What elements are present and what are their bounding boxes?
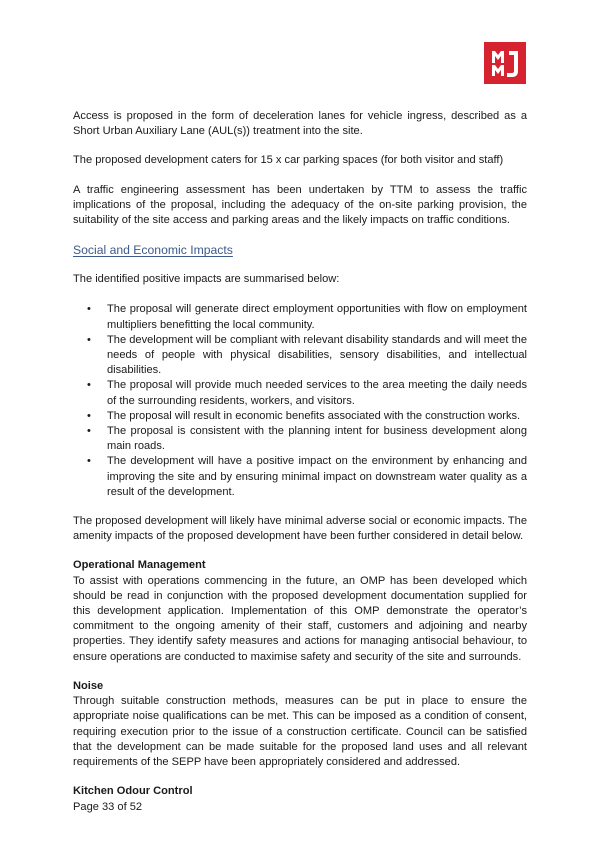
noise-text: Through suitable construction methods, measures can be put in place to ensure the appropriate noise qualifications can be met. This can be imposed as a condition of consent, requiring execution prior to the issue of a construction certificate. Council can be satisfied that the development can be made suitable for the proposed land uses and all relevant requirements of the SEPP have been appropriately considered and addressed. [73,695,527,768]
noise-heading: Noise [73,679,104,692]
social-summary: The proposed development will likely have minimal adverse social or economic impacts. The amenity impacts of the proposed development have been further considered in detail below. [73,515,527,543]
list-item: • The proposal will provide much needed services to the area meeting the daily needs of the surrounding residents, workers, and visitors. [87,379,527,407]
access-paragraph: Access is proposed in the form of deceleration lanes for vehicle ingress, described as a Short Urban Auxiliary Lane (AUL(s)) treatment into the site. [73,110,527,138]
bullet-icon: • [87,333,91,346]
bullet-icon: • [87,425,91,438]
bullet-icon: • [87,303,91,316]
list-item: • The proposal will generate direct employment opportunities with flow on employment multipliers benefitting the local community. [87,303,527,331]
social-intro: The identified positive impacts are summarised below: [73,273,340,286]
list-item: • The development will be compliant with relevant disability standards and will meet the needs of people with physical disabilities, sensory disabilities, and intellectual disabilities. [87,333,527,377]
list-item: • The proposal is consistent with the planning intent for business development along main roads. [87,425,527,453]
list-item: • The proposal will result in economic benefits associated with the construction works. [73,409,527,424]
operational-text: To assist with operations commencing in the future, an OMP has been developed which should be read in conjunction with the proposed development documentation supplied for this development application. Implementation of this OMP demonstrate the operator’s commitment to the ongoing amenity of their staff, customers and adjoining and nearby properties. They identify safety measures and actions for managing antisocial behaviour, to ensure operations are conducted to maximise safety and security of the site and surrounds. [73,574,527,663]
parking-paragraph: The proposed development caters for 15 x car parking spaces (for both visitor and staff) [73,154,504,167]
bullet-icon: • [87,409,91,422]
kitchen-odour-heading: Kitchen Odour Control [73,785,193,798]
mmj-logo [484,42,526,84]
bullet-icon: • [87,455,91,468]
list-item: • The development will have a positive impact on the environment by enhancing and improving the site and by ensuring minimal impact on downstream water quality as a result of the development. [87,455,527,498]
traffic-paragraph: A traffic engineering assessment has been undertaken by TTM to assess the traffic implications of the proposal, including the adequacy of the on-site parking provision, the suitability of the site access and parking areas and the likely impacts on traffic conditions. [73,183,527,227]
positive-impacts-list [73,302,527,500]
mmj-logo-mark [484,42,526,84]
bullet-icon: • [87,379,91,392]
page-number: Page 33 of 52 [73,801,143,813]
page-body [73,109,527,799]
social-economic-heading: Social and Economic Impacts [73,243,233,258]
operational-heading: Operational Management [73,559,206,572]
